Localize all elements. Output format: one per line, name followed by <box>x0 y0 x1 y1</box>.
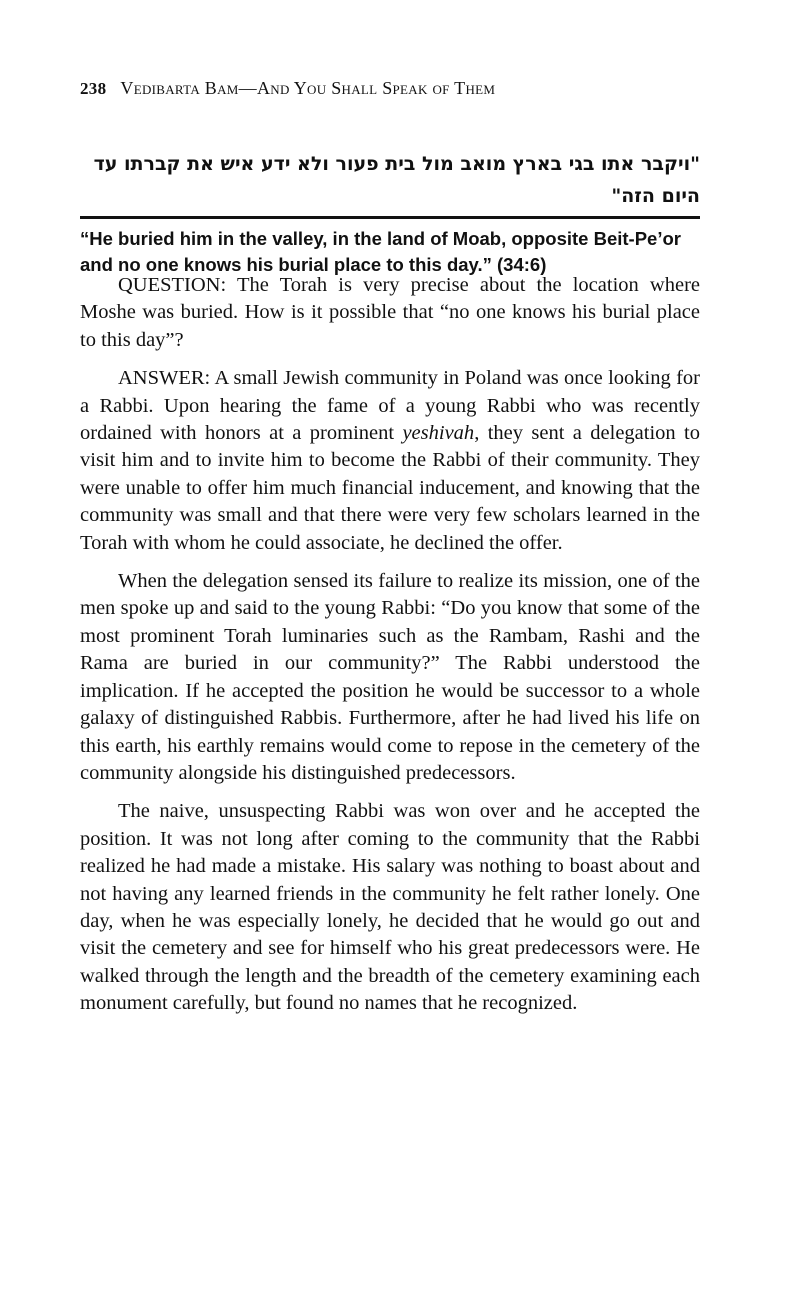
paragraph-answer <box>80 365 700 557</box>
body-text <box>80 272 700 1029</box>
paragraph-question: QUESTION: The Torah is very precise about the location where Moshe was buried. How is it possible that “no one knows his burial place to this day”? <box>80 274 700 351</box>
running-header <box>80 78 495 99</box>
divider-rule <box>80 216 700 219</box>
hebrew-verse: "ויקבר אתו בגי בארץ מואב מול בית פעור ולא ידע איש את קברתו עד היום הזה" <box>93 153 700 207</box>
paragraph-cemetery: The naive, unsuspecting Rabbi was won over and he accepted the position. It was not long after coming to the community that the Rabbi realized he had made a mistake. His salary was nothing to boast about and not having any learned friends in the community he felt rather lonely. One day, when he was especially lonely, he decided that he would go out and visit the cemetery and see for himself who his great predecessors were. He walked through the length and the breadth of the cemetery examining each monument carefully, but found no names that he recognized. <box>80 800 700 1015</box>
answer-text-end: , they sent a delegation to visit him and to invite him to become the Rabbi of their community. They were unable to offer him much financial inducement, and knowing that the community was small and that there were very few scholars learned in the Torah with whom he could associate, he declined the offer. <box>80 422 700 554</box>
verse-translation: “He buried him in the valley, in the land of Moab, opposite Beit-Pe’or and no one knows his burial place to this day.” (34:6) <box>80 228 681 275</box>
answer-text-start: ANSWER: A small Jewish community in Poland was once looking for a Rabbi. Upon hearing the fame of a young Rabbi who was recently ordained with honors at a prominent <box>80 367 700 445</box>
page-number: 238 <box>80 79 107 98</box>
answer-italic-term: yeshivah <box>402 422 475 445</box>
book-title: Vedibarta Bam—And You Shall Speak of Them <box>120 78 496 98</box>
paragraph-delegation: When the delegation sensed its failure to realize its mission, one of the men spoke up and said to the young Rabbi: “Do you know that some of the most prominent Torah luminaries such as the Rambam, Rashi and the Rama are buried in our community?” The Rabbi understood the implication. If he accepted the position he would be successor to a whole galaxy of distinguished Rabbis. Furthermore, after he had lived his life on this earth, his earthly remains would come to repose in the cemetery of the community alongside his distinguished predecessors. <box>80 570 700 784</box>
